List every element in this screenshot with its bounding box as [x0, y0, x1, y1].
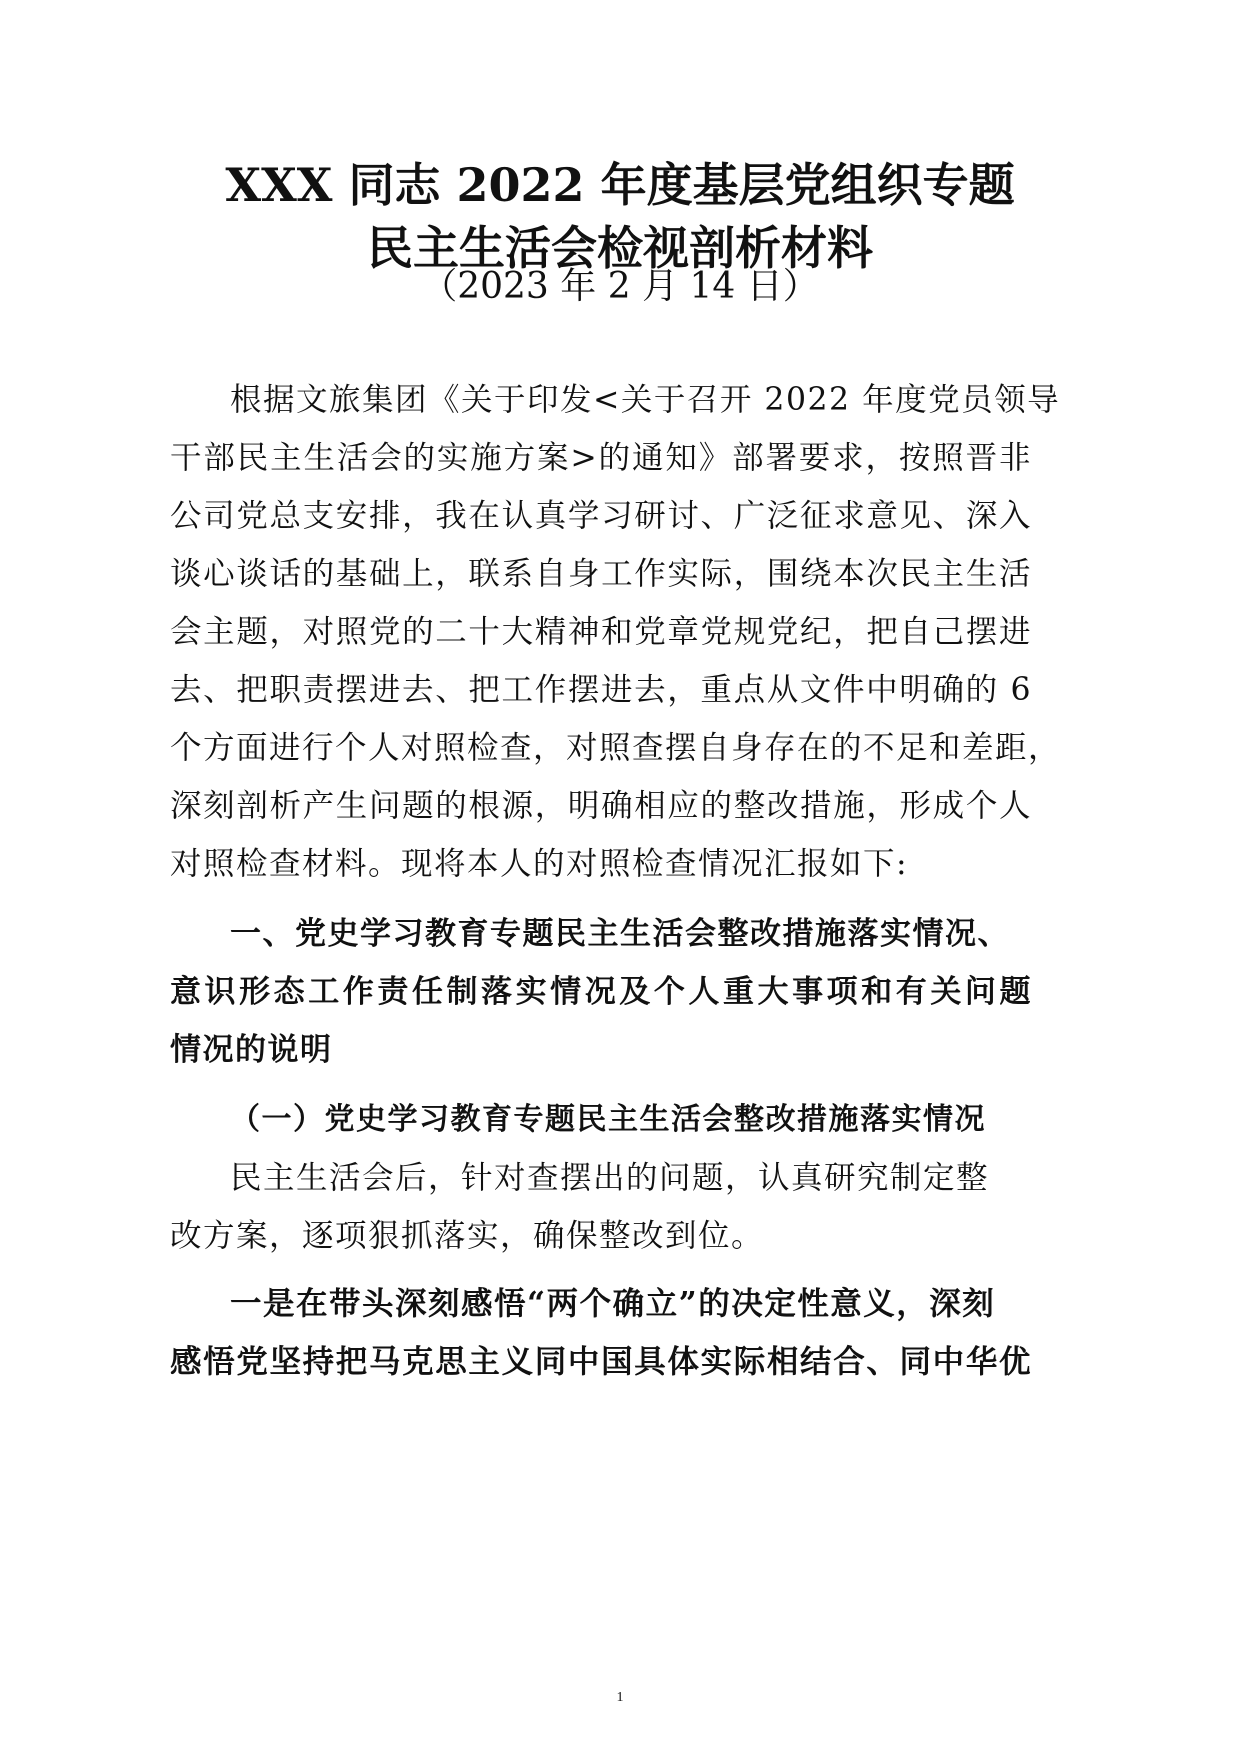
page-number: 1 — [616, 1690, 624, 1705]
section-1-heading-line-2: 意识形态工作责任制落实情况及个人重大事项和有关问题 — [170, 974, 1032, 1010]
point-1-line-1: 一是在带头深刻感悟“两个确立”的决定性意义，深刻 — [230, 1285, 996, 1322]
intro-line-2: 干部民主生活会的实施方案>的通知》部署要求，按照晋非 — [170, 440, 1032, 476]
point-1-line-2: 感悟党坚持把马克思主义同中国具体实际相结合、同中华优 — [170, 1343, 1032, 1380]
document-title-line-1: XXX 同志 2022 年度基层党组织专题 — [225, 158, 1015, 212]
subsection-1-line-1: 民主生活会后，针对查摆出的问题，认真研究制定整 — [230, 1160, 990, 1196]
subsection-1-heading: （一）党史学习教育专题民主生活会整改措施落实情况 — [230, 1102, 986, 1137]
intro-line-5: 会主题，对照党的二十大精神和党章党规党纪，把自己摆进 — [170, 614, 1032, 650]
intro-line-8: 深刻剖析产生问题的根源，明确相应的整改措施，形成个人 — [170, 788, 1032, 824]
intro-line-6: 去、把职责摆进去、把工作摆进去，重点从文件中明确的 6 — [170, 672, 1032, 708]
document-date: （2023 年 2 月 14 日） — [421, 266, 819, 307]
document-title-line-2: 民主生活会检视剖析材料 — [367, 221, 873, 275]
section-1-heading-line-3: 情况的说明 — [170, 1032, 333, 1068]
section-1-heading-line-1: 一、党史学习教育专题民主生活会整改措施落实情况、 — [230, 916, 1010, 952]
subsection-1-line-2: 改方案，逐项狠抓落实，确保整改到位。 — [170, 1218, 765, 1254]
intro-line-7: 个方面进行个人对照检查，对照查摆自身存在的不足和差距， — [170, 730, 1062, 766]
intro-line-3: 公司党总支安排，我在认真学习研讨、广泛征求意见、深入 — [170, 498, 1032, 534]
intro-line-4: 谈心谈话的基础上，联系自身工作实际，围绕本次民主生活 — [170, 556, 1032, 592]
intro-line-1: 根据文旅集团《关于印发<关于召开 2022 年度党员领导 — [230, 382, 1061, 418]
intro-line-9: 对照检查材料。现将本人的对照检查情况汇报如下: — [170, 846, 909, 882]
